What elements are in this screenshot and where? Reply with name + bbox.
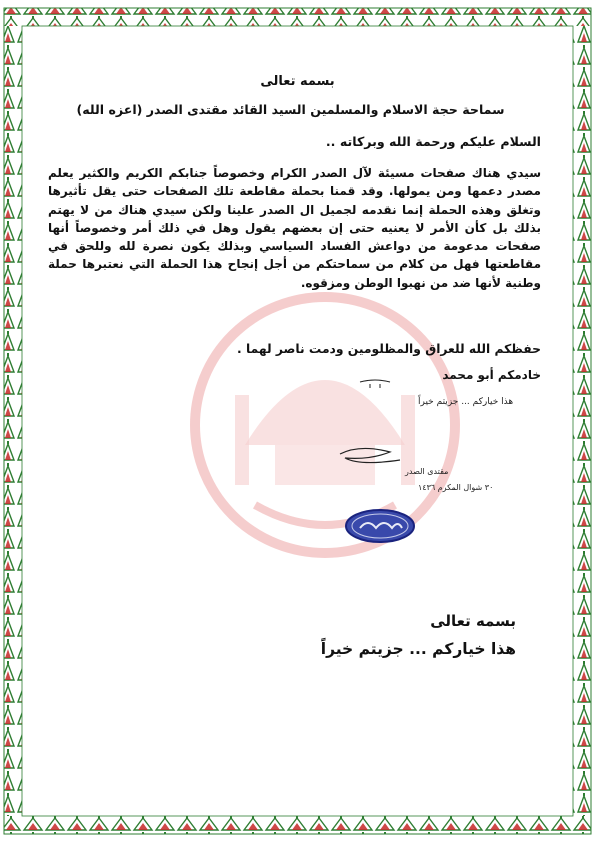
letter-body: سيدي هناك صفحات مسيئة لآل الصدر الكرام وخصوصاً جنابكم الكريم والكثير يعلم مصدر دعمها ومن يمولها. وقد قمنا بحملة مقاطعة تلك الصفحات حتى يقل تأثيرها وتغلق وهذه الحملة إنما نقدمه لجميل ال الصدر علينا ولكن سيدي هناك من لا يهتم بذلك بل كأن الأمر لا يعنيه حتى إن بعضهم يقول وهل في ذلك أمر وخصوصاً أنها صفحات مدعومة من دواعش الفساد السياسي وبذلك يكون نصرة لله وللحق في مقاطعتها فهل من كلام من سماحتكم من أجل إنجاح هذا الحملة التي نعتبرها حملة وطنية لأنها ضد من نهبوا الوطن ومزقوه. — [48, 166, 541, 290]
blue-seal-stamp — [344, 508, 416, 544]
addressee-line: سماحة حجة الاسلام والمسلمين السيد القائد مقتدى الصدر (اعزه الله) — [76, 102, 505, 117]
prayer-line: حفظكم الله للعراق والمظلومين ودمت ناصر لهما . — [237, 342, 541, 356]
sender-signoff: خادمكم أبو محمد — [442, 368, 541, 382]
handwritten-signature: مقتدى الصدر — [405, 467, 449, 476]
basmala-heading: بسمه تعالى — [260, 74, 335, 89]
reply-text: هذا خياركم ... جزيتم خيراً — [320, 640, 516, 658]
handwritten-date: ٣٠ شوال المكرم ١٤٣٦ — [418, 483, 494, 492]
handwritten-line2: هذا خياركم ... جزيتم خيراً — [418, 397, 514, 407]
reply-basmala: بسمه تعالى — [430, 612, 516, 630]
salutation-line: السلام عليكم ورحمة الله وبركاته .. — [325, 134, 541, 149]
